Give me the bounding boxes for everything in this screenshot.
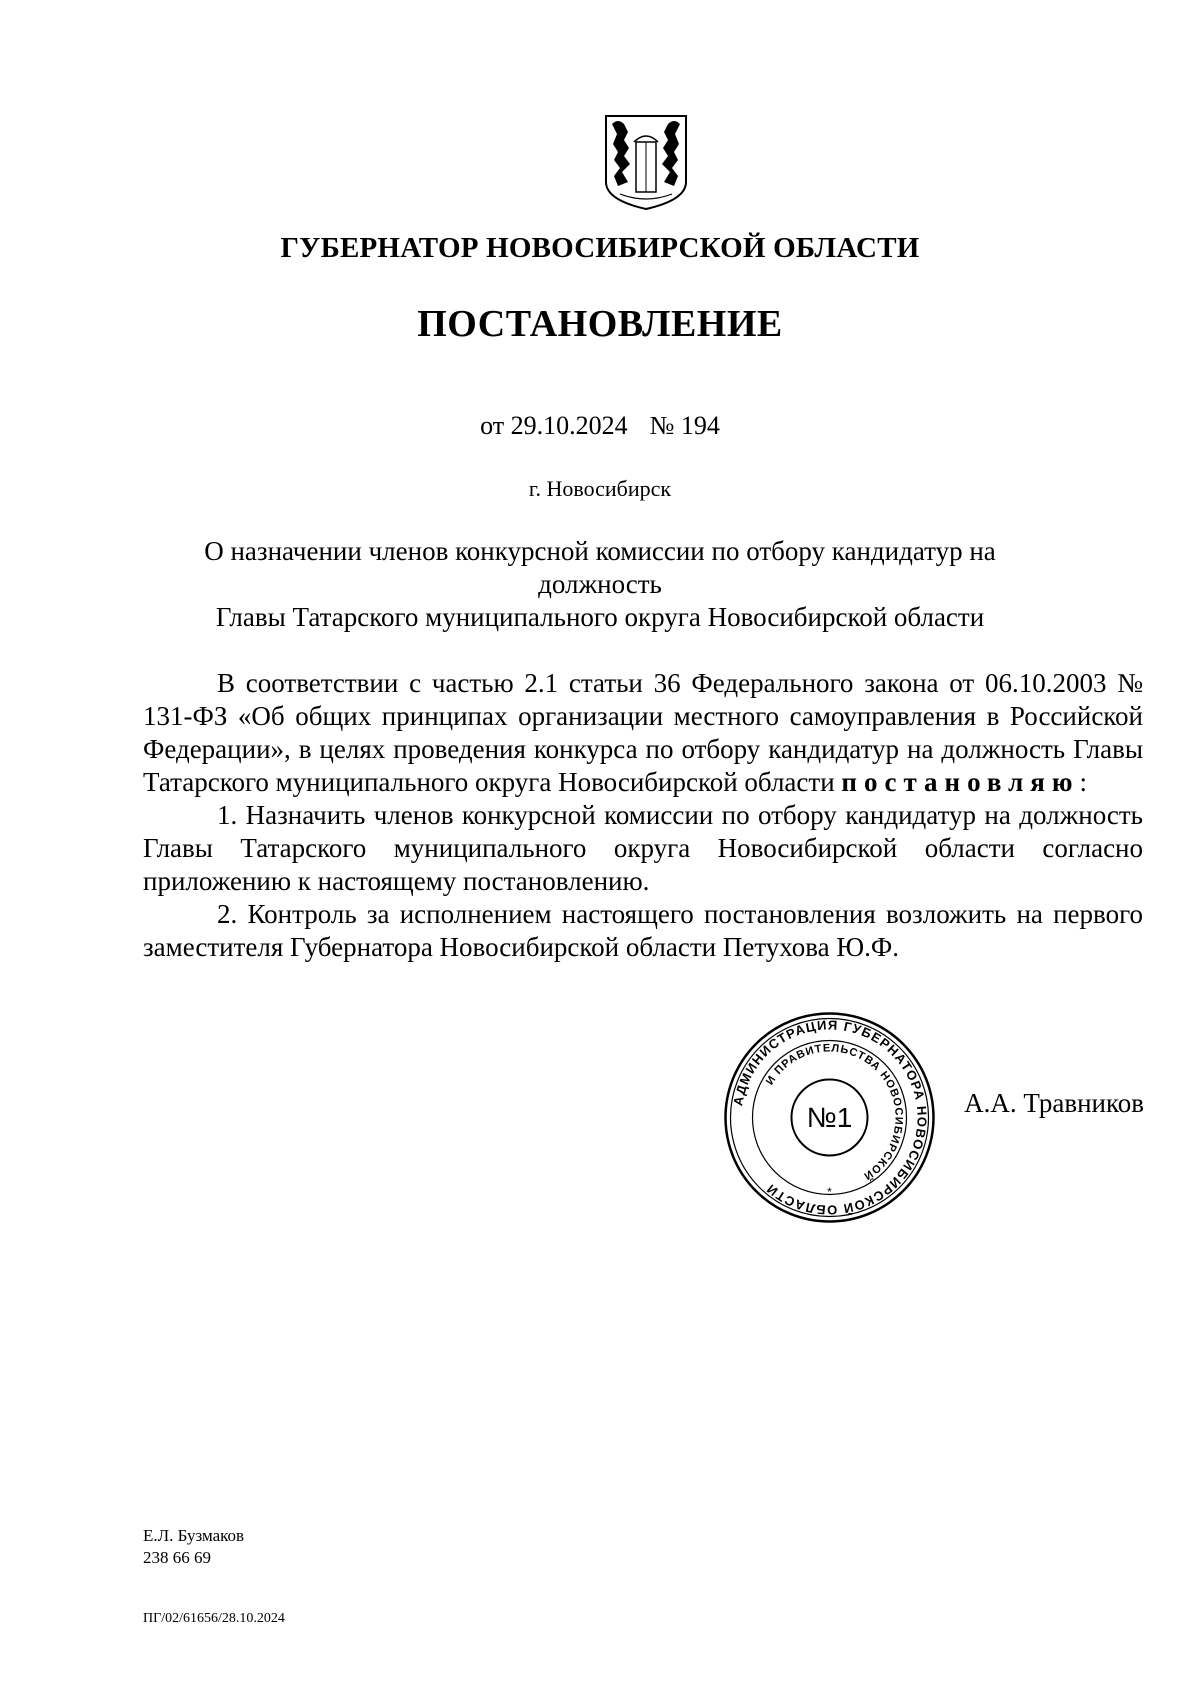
executor-block [143, 1525, 244, 1569]
subject-line: О назначении членов конкурсной комиссии по отбору кандидатур на должность [204, 536, 996, 599]
executor-name: Е.Л. Бузмаков [143, 1526, 245, 1545]
preamble-paragraph [143, 667, 1143, 799]
executor-phone: 238 66 69 [143, 1548, 211, 1567]
document-number: № 194 [649, 411, 720, 440]
signatory-name: А.А. Травников [964, 1088, 1144, 1118]
resolve-word: постановляю [841, 767, 1080, 797]
resolve-colon: : [1079, 767, 1088, 797]
document-type: ПОСТАНОВЛЕНИЕ [417, 303, 783, 345]
document-city: г. Новосибирск [528, 476, 672, 501]
subject-line: Главы Татарского муниципального округа Новосибирской области [215, 602, 985, 632]
preamble-text: В соответствии с частью 2.1 статьи 36 Федерального закона от 06.10.2003 № 131-ФЗ «Об общих принципах организации местного самоуправления в Российской Федерации», в целях проведения конкурса по отбору кандидатур на должность Главы Татарского муниципального округа Новосибирской области [143, 668, 1143, 797]
seal-inner-text: И ПРАВИТЕЛЬСТВА НОВОСИБИРСКОЙ [763, 1042, 905, 1183]
document-subject [140, 535, 1060, 634]
organization-title: ГУБЕРНАТОР НОВОСИБИРСКОЙ ОБЛАСТИ [280, 232, 920, 264]
seal-star-icon: * [827, 1185, 832, 1199]
seal-outer-text: АДМИНИСТРАЦИЯ ГУБЕРНАТОРА НОВОСИБИРСКОЙ ОБЛАСТИ [730, 1017, 930, 1218]
date-number-line [0, 411, 1200, 441]
coat-of-arms-icon [602, 112, 690, 212]
item-paragraph: 2. Контроль за исполнением настоящего постановления возложить на первого заместителя Губернатора Новосибирской области Петухова Ю.Ф. [143, 899, 1143, 962]
item-paragraph: 1. Назначить членов конкурсной комиссии по отбору кандидатур на должность Главы Татарского муниципального округа Новосибирской области согласно приложению к настоящему постановлению. [143, 800, 1143, 896]
official-seal [722, 1010, 937, 1225]
document-body [143, 667, 1143, 964]
document-date: от 29.10.2024 [480, 411, 628, 440]
seal-number: №1 [806, 1102, 853, 1133]
document-id: ПГ/02/61656/28.10.2024 [143, 1611, 285, 1626]
